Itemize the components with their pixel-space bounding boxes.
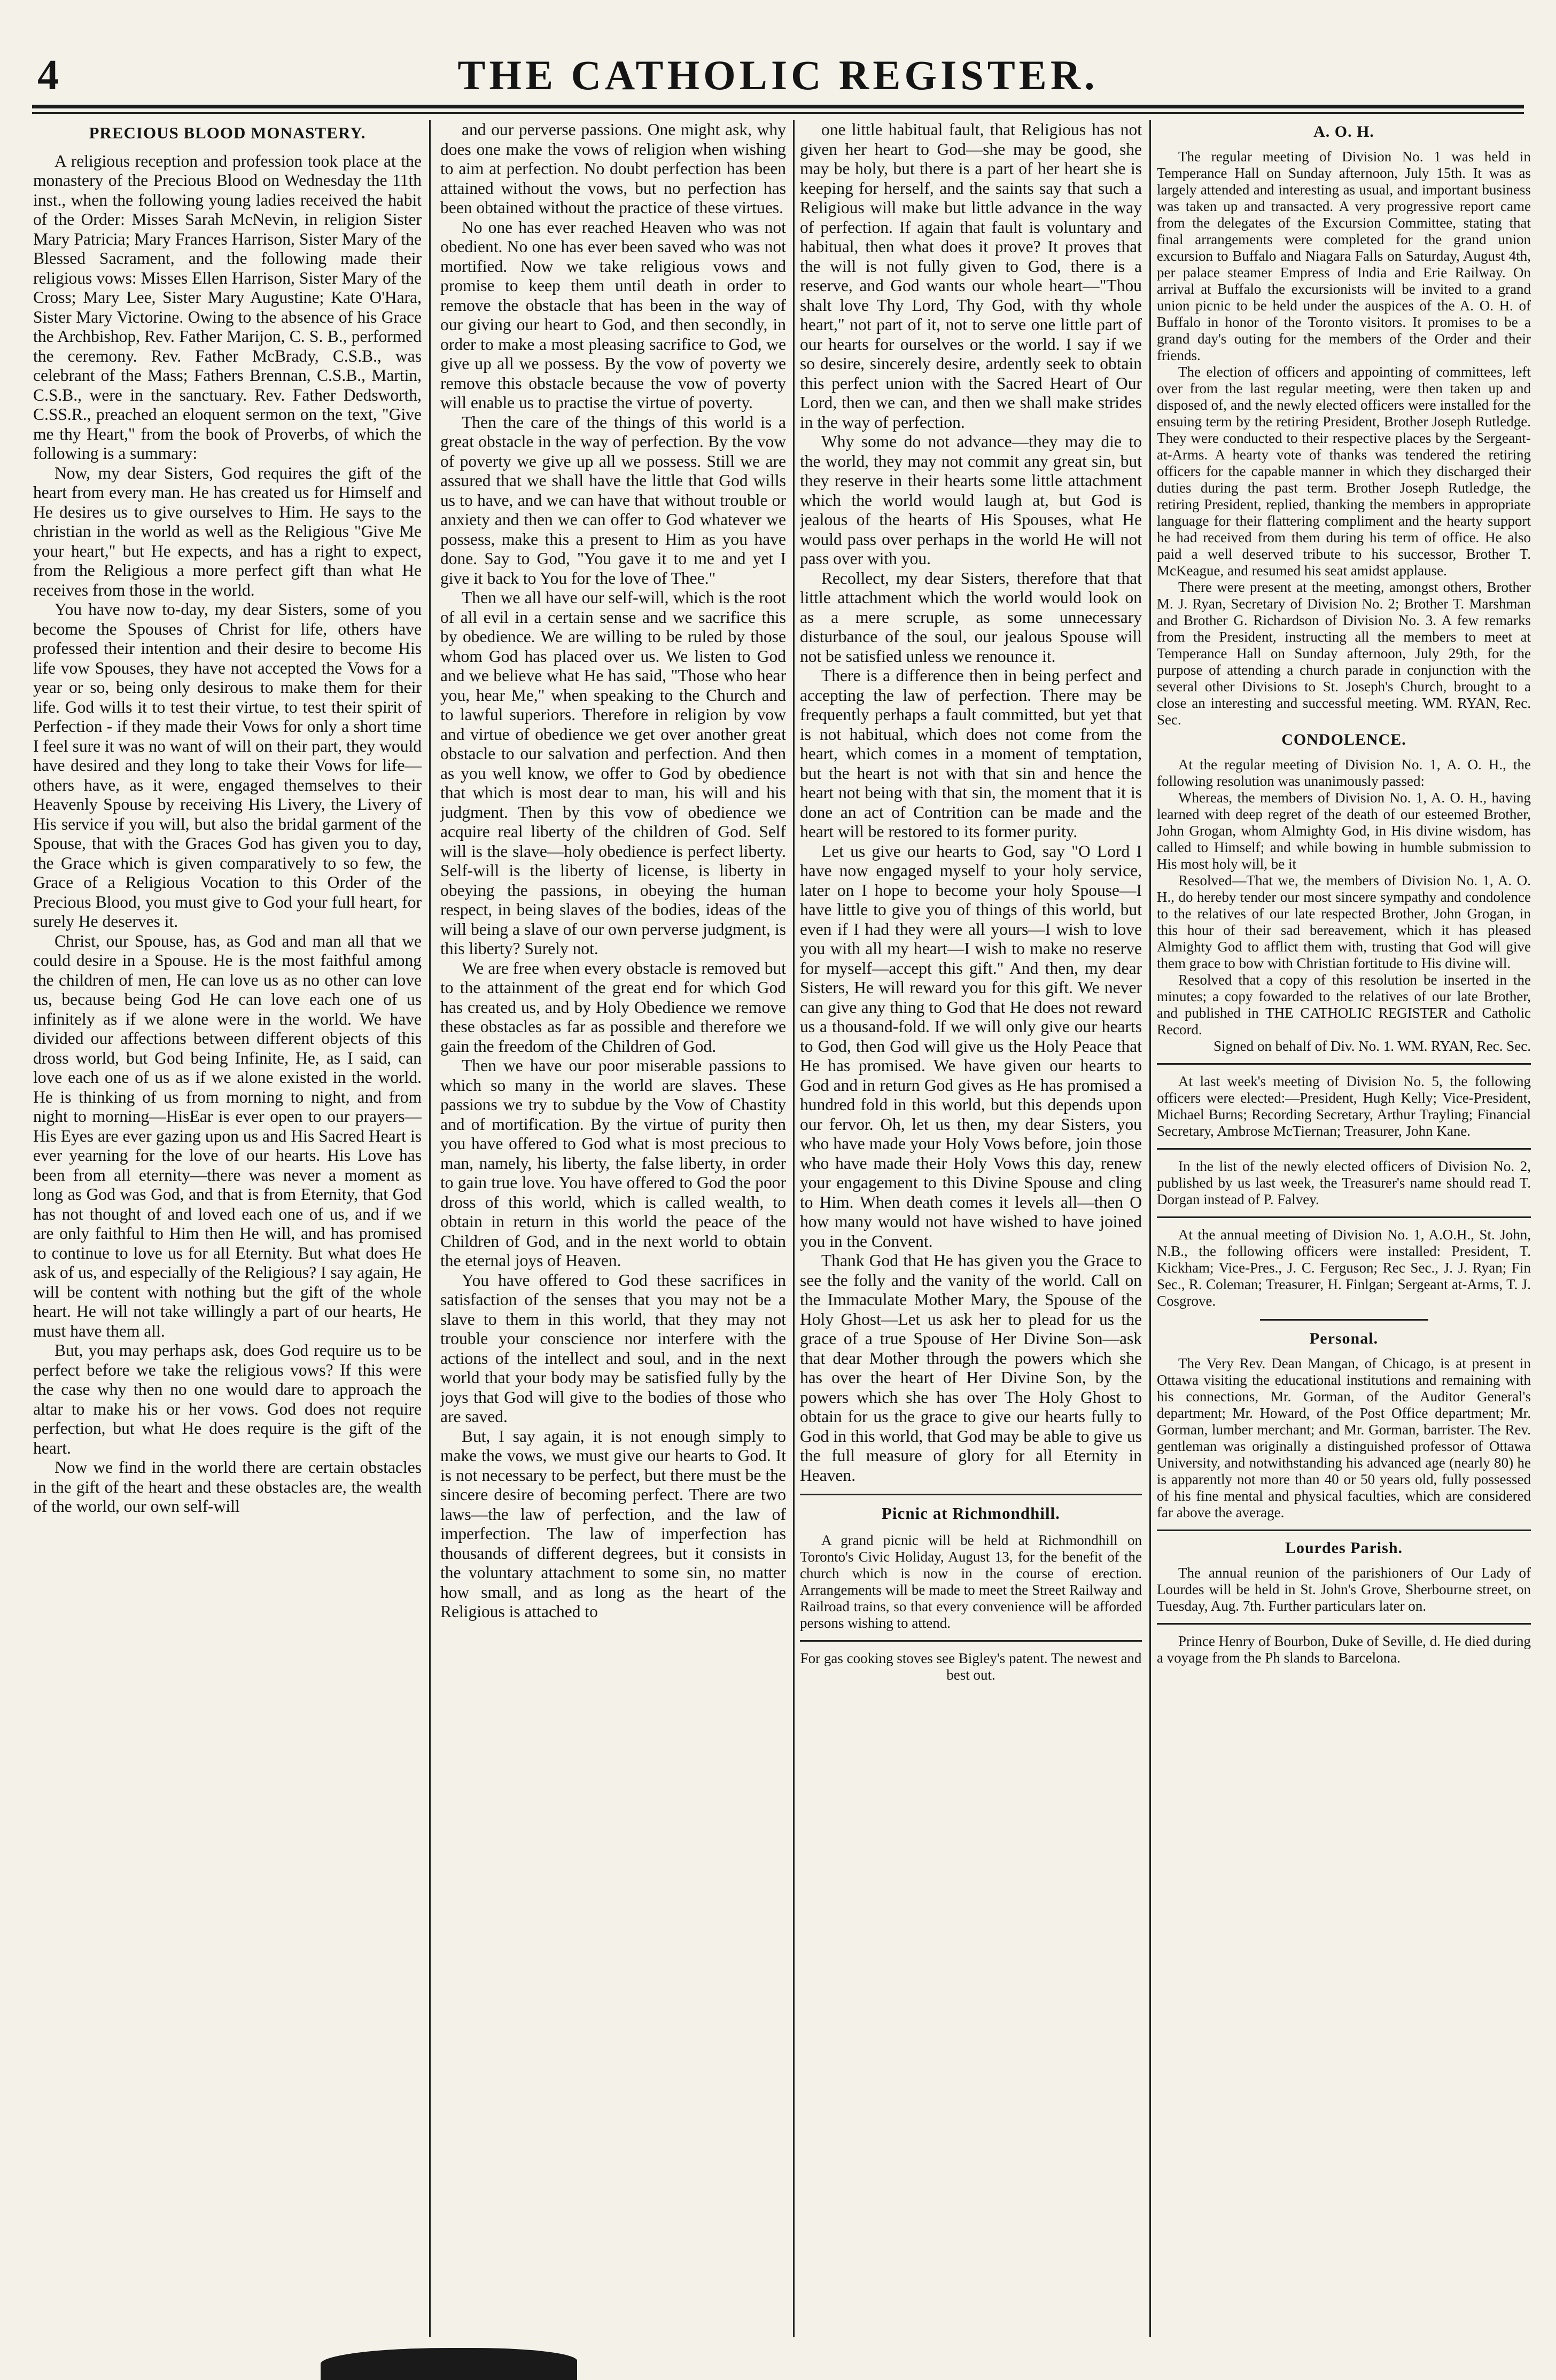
condolence-heading: CONDOLENCE. bbox=[1281, 731, 1406, 748]
section-divider bbox=[1157, 1530, 1531, 1531]
paragraph: Prince Henry of Bourbon, Duke of Seville, d. He died during a voyage from the Ph slands to Barcelona. bbox=[1157, 1633, 1531, 1666]
column-1 bbox=[33, 120, 422, 2337]
notice: At last week's meeting of Division No. 5, the following officers were elected:—President, Hugh Kelly; Vice-President, Michael Burns; Recording Secretary, Arthur Trayling; Financial Secretary, Ambrose McTiernan; Treasurer, John Kane. bbox=[1157, 1073, 1531, 1139]
condolence-signature: Signed on behalf of Div. No. 1. WM. RYAN, Rec. Sec. bbox=[1213, 1038, 1531, 1054]
column-rule bbox=[1149, 120, 1151, 2337]
masthead-rule bbox=[32, 105, 1524, 108]
section-divider bbox=[1157, 1216, 1531, 1218]
article-heading: PRECIOUS BLOOD MONASTERY. bbox=[89, 123, 366, 142]
paragraph: one little habitual fault, that Religious has not given her heart to God—she may be good, she may be holy, but there is a part of her heart she is keeping for herself, and the saints say that such a Religious will make but little advance in the way of perfection. If again that fault is voluntary and habitual, then what does it prove? It proves that the will is not fully given to God, there is a reserve, and God wants our whole heart—"Thou shalt love Thy Lord, Thy God, with thy whole heart," not part of it, not to serve one little part of our hearts for ourselves or the world. I say if we so desire, sincerely desire, ardently seek to obtain this perfect union with the Sacred Heart of Our Lord, then we can, and then we shall make strides in the way of perfection. bbox=[800, 120, 1142, 432]
section-divider bbox=[800, 1494, 1142, 1495]
picnic-notice: A grand picnic will be held at Richmondhill on Toronto's Civic Holiday, August 13, for the benefit of the church which is now in the course of erection. Arrangements will be made to meet the Street Railway and Railroad trains, so that every convenience will be afforded persons wishing to attend. bbox=[800, 1532, 1142, 1631]
masthead-rule-thin bbox=[32, 112, 1524, 114]
paragraph: But, you may perhaps ask, does God require us to be perfect before we take the religious vows? If this were the case why then no one would dare to approach the altar to make his or her vows. God does not require perfection, but what He does require is the gift of the heart. bbox=[33, 1341, 422, 1457]
stove-advertisement: For gas cooking stoves see Bigley's patent. The newest and best out. bbox=[800, 1650, 1142, 1683]
paragraph: and our perverse passions. One might ask, why does one make the vows of religion when wishing to aim at perfection. No doubt perfection has been attained without the vows, but no perfection has been obtained without the practice of these virtues. bbox=[440, 120, 786, 217]
paragraph: No one has ever reached Heaven who was not obedient. No one has ever been saved who was not mortified. Now we take religious vows and promise to keep them until death in order to remove the obstacle that has been in the way of our giving our heart to God, and then secondly, in order to make a most pleasing sacrifice to God, we give up all we possess. By the vow of poverty we remove this obstacle because the vow of poverty will enable us to practise the virtue of poverty. bbox=[440, 217, 786, 412]
paragraph: Now we find in the world there are certain obstacles in the gift of the heart and these obstacles are, the wealth of the world, our own self-will bbox=[33, 1458, 422, 1516]
paragraph: There is a difference then in being perfect and accepting the law of perfection. There may be frequently perhaps a fault committed, but yet that is not habitual, which does not come from the heart, which comes in a moment of temptation, but the heart is not with that sin and hence the heart not being with that sin, the moment that it is done an act of Contrition can be made and the heart will be restored to its former purity. bbox=[800, 666, 1142, 841]
column-2 bbox=[440, 120, 786, 2337]
paragraph: You have offered to God these sacrifices in satisfaction of the senses that you may not be a slave to them in this world, that they may not trouble your conscience nor interfere with the actions of the intellect and soul, and in the next world that your body may be satisfied fully by the joys that God will give to the bodies of those who are saved. bbox=[440, 1270, 786, 1426]
paragraph: Why some do not advance—they may die to the world, they may not commit any great sin, but they reserve in their hearts some little attachment which the world would laugh at, but God is jealous of the hearts of His Spouses, what He would pass over perhaps in the world He will not pass over with you. bbox=[800, 432, 1142, 568]
picnic-heading: Picnic at Richmondhill. bbox=[882, 1504, 1060, 1523]
paragraph: At the regular meeting of Division No. 1, A. O. H., the following resolution was unanimously passed: bbox=[1157, 756, 1531, 789]
paragraph: A religious reception and profession took place at the monastery of the Precious Blood on Wednesday the 11th inst., when the following young ladies received the habit of the Order: Misses Sarah McNevin, in religion Sister Mary Patricia; Mary Frances Harrison, Sister Mary of the Blessed Sacrament, and the following made their religious vows: Misses Ellen Harrison, Sister Mary of the Cross; Mary Lee, Sister Mary Augustine; Kate O'Hara, Sister Mary Victorine. Owing to the absence of his Grace the Archbishop, Rev. Father Marijon, C. S. B., performed the ceremony. Rev. Father McBrady, C.S.B., was celebrant of the Mass; Fathers Brennan, C.S.B., Martin, C.S.B., were in the sanctuary. Rev. Father Dedsworth, C.SS.R., preached an eloquent sermon on the text, "Give me thy Heart," from the book of Proverbs, of which the following is a summary: bbox=[33, 151, 422, 463]
lourdes-heading: Lourdes Parish. bbox=[1285, 1539, 1403, 1557]
paragraph: Whereas, the members of Division No. 1, A. O. H., having learned with deep regret of the death of our esteemed Brother, John Grogan, whom Almighty God, in His divine wisdom, has called to Himself; and while bowing in humble submission to His most holy will, be it bbox=[1157, 790, 1531, 872]
paragraph: We are free when every obstacle is removed but to the attainment of the great end for which God has created us, and by Holy Obedience we remove these obstacles as far as possible and therefore we gain the freedom of the Children of God. bbox=[440, 958, 786, 1056]
paragraph: Resolved that a copy of this resolution be inserted in the minutes; a copy fowarded to the relatives of our late Brother, and published in THE CATHOLIC REGISTER and Catholic Record. bbox=[1157, 972, 1531, 1037]
column-rule bbox=[429, 120, 431, 2337]
notice: At the annual meeting of Division No. 1, A.O.H., St. John, N.B., the following officers were installed: President, T. Kickham; Vice-Pres., J. C. Ferguson; Rec Sec., J. J. Ryan; Fin Sec., R. Coleman; Treasurer, H. Finlgan; Sergeant at-Arms, T. J. Cosgrove. bbox=[1157, 1227, 1531, 1309]
section-divider bbox=[1157, 1148, 1531, 1150]
paragraph: You have now to-day, my dear Sisters, some of you become the Spouses of Christ for life, others have professed their intention and their desire to become His life vow Spouses, they have not accepted the Vows for a year or so, being only desirous to make them for their life. God wills it to test their virtue, to test their spirit of Perfection - if they made their Vows for only a short time I feel sure it was no want of will on their part, they would have desired and they long to take their Vows for life—others have, as it were, engaged themselves to their Heavenly Spouse by receiving His Livery, the Livery of His service if you will, but also the bridal garment of the Spouse, that with the Graces God has given you to day, the Grace which is given comparatively to so few, the Grace of a Religious Vocation to this Order of the Precious Blood, you must give to God your full heart, for surely He deserves it. bbox=[33, 600, 422, 931]
section-divider bbox=[800, 1640, 1142, 1642]
personal-heading: Personal. bbox=[1309, 1330, 1379, 1347]
paragraph: The Very Rev. Dean Mangan, of Chicago, is at present in Ottawa visiting the educational institutions and remaining with his connections, Mr. Gorman, of the Auditor General's department; Mr. Howard, of the Post Office department; Mr. Gorman, lumber merchant; and Mr. Gorman, barrister. The Rev. gentleman was originally a distinguished professor of Ottawa University, and notwithstanding his advanced age (nearly 80) he is apparently not more than 40 or 50 years old, fully possessed of his fine mental and physical faculties, which are considered far above the average. bbox=[1157, 1355, 1531, 1520]
aoh-heading: A. O. H. bbox=[1313, 123, 1374, 141]
section-divider bbox=[1157, 1063, 1531, 1065]
column-rule bbox=[793, 120, 795, 2337]
section-divider bbox=[1157, 1623, 1531, 1625]
paragraph: But, I say again, it is not enough simply to make the vows, we must give our hearts to God. It is not necessary to be perfect, but there must be the sincere desire of becoming perfect. There are two laws—the law of perfection, and the law of imperfection. The law of imperfection has thousands of different degrees, but it consists in the voluntary attachment to some sin, no matter how small, and as long as the heart of the Religious is attached to bbox=[440, 1426, 786, 1621]
paragraph: Christ, our Spouse, has, as God and man all that we could desire in a Spouse. He is the most faithful among the children of men, He can love us as no other can love us, because being God He can love each one of us infinitely as if we alone were in the world. We have divided our affections between different objects of this dross world, but God being Infinite, He, as I said, can love each one of us as if we alone existed in the world. He is thinking of us from morning to night, and from night to morning—HisEar is ever open to our prayers—His Eyes are ever gazing upon us and His Sacred Heart is ever yearning for the love of our hearts. His Love has been from all eternity—there was never a moment as long as God was God, and that is from Eternity, that God has not thought of and loved each one of us, and if we are only faithful to Him then He will, and has promised to continue to love us for all Eternity. But what does He ask of us, and especially of the Religious? I say again, He will be content with nothing but the gift of the whole heart. He will not take willingly a part of our hearts, He must have them all. bbox=[33, 931, 422, 1340]
notice: In the list of the newly elected officers of Division No. 2, published by us last week, the Treasurer's name should read T. Dorgan instead of P. Falvey. bbox=[1157, 1158, 1531, 1207]
masthead bbox=[0, 51, 1556, 103]
column-4 bbox=[1157, 120, 1531, 2337]
paragraph: Let us give our hearts to God, say "O Lord I have now engaged myself to your holy service, later on I hope to become your holy Spouse—I have little to give you of things of this world, but even if I had they were all yours—I wish to love you with all my heart—I wish to make no reserve for myself—accept this gift." And then, my dear Sisters, He will reward you for this gift. We never can give any thing to God that He does not reward us a thousand-fold. If we will only give our hearts to God, then God will give us the Holy Peace that He has promised. We have given our hearts to God and in return God gives as He has promised a hundred fold in this world, but this depends upon our fervor. Oh, let us then, my dear Sisters, you who have made your Holy Vows before, join those who have made their Holy Vows this day, renew your engagement to this Divine Spouse and cling to Him. When death comes it levels all—then O how many would not have wished to have joined you in the Convent. bbox=[800, 841, 1142, 1251]
paragraph: The regular meeting of Division No. 1 was held in Temperance Hall on Sunday afternoon, July 15th. It was as largely attended and interesting as usual, and important business was taken up and transacted. A very progressive report came from the delegates of the Excursion Committee, stating that final arrangements were completed for the grand union excursion to Buffalo and Niagara Falls on Saturday, August 4th, per palace steamer Empress of India and Erie Railway. On arrival at Buffalo the excursionists will be invited to a grand union picnic to be held under the auspices of the A. O. H. of Buffalo in honor of the Toronto visitors. It promises to be a grand day's outing for the members of the Order and their friends. bbox=[1157, 149, 1531, 363]
paragraph: Then we have our poor miserable passions to which so many in the world are slaves. These passions we try to subdue by the Vow of Chastity and of mortification. By the virtue of purity then you have offered to God what is most precious to man, namely, his liberty, the false liberty, in order to gain true love. You have offered to God the poor dross of this world, which is called wealth, to obtain in return in this world the peace of the Children of God, and in the next world to obtain the eternal joys of Heaven. bbox=[440, 1056, 786, 1270]
paragraph: Recollect, my dear Sisters, therefore that that little attachment which the world would look on as a mere scruple, as some unnecessary disturbance of the soul, our jealous Spouse will not be satisfied unless we renounce it. bbox=[800, 568, 1142, 666]
column-3 bbox=[800, 120, 1142, 2337]
paragraph: Then we all have our self-will, which is the root of all evil in a certain sense and we sacrifice this by obedience. We are willing to be ruled by those whom God has placed over us. We listen to God and we believe what He has said, "Those who hear you, hear Me," when speaking to the Church and to lawful superiors. Therefore in religion by vow and virtue of obedience we get over another great obstacle to our salvation and perfection. And then as you well know, we offer to God by obedience that which is most dear to man, his will and his judgment. Then by this vow of obedience we acquire real liberty of the children of God. Self will is the slave—holy obedience is perfect liberty. Self-will is the liberty of license, is liberty in obeying the passions, in obeying the human respect, in being slaves of the bodies, ideas of the will being a slave of our own perverse judgment, is this liberty? Surely not. bbox=[440, 588, 786, 958]
paragraph: Resolved—That we, the members of Division No. 1, A. O. H., do hereby tender our most sincere sympathy and condolence to the relatives of our late respected Brother, John Grogan, in this hour of their sad bereavement, which it has pleased Almighty God to afflict them with, trusting that God will give them grace to bow with Christian fortitude to His divine will. bbox=[1157, 872, 1531, 971]
ornament-divider bbox=[1260, 1319, 1428, 1321]
paragraph: The election of officers and appointing of committees, left over from the last regular meeting, were then taken up and disposed of, and the newly elected officers were installed for the ensuing term by the retiring President, Brother Joseph Rutledge. They were conducted to their respective places by the Sergeant-at-Arms. A hearty vote of thanks was tendered the retiring officers for the capable manner in which they discharged their duties during the past term. Brother Joseph Rutledge, the retiring President, replied, thanking the members in appropriate language for their flattering compliment and the hearty support he had received from them during his term of office. He also paid a well deserved tribute to his successor, Brother T. McKeague, and resumed his seat amidst applause. bbox=[1157, 364, 1531, 579]
paragraph: Now, my dear Sisters, God requires the gift of the heart from every man. He has created us for Himself and He desires us to give ourselves to Him. He says to the christian in the world as well as the Religious "Give Me your heart," but He expects, and has a right to expect, from the Religious a more perfect gift than what He receives from those in the world. bbox=[33, 463, 422, 599]
paragraph: Then the care of the things of this world is a great obstacle in the way of perfection. By the vow of poverty we give up all we possess. Still we are assured that we shall have the little that God wills us to have, and we can have that without trouble or anxiety and then we can offer to God whatever we possess, make this a present to Him as you have done. Say to God, "You gave it to me and yet I give it back to You for the love of Thee." bbox=[440, 412, 786, 588]
paragraph: Thank God that He has given you the Grace to see the folly and the vanity of the world. Call on the Immaculate Mother Mary, the Spouse of the Holy Ghost—Let us ask her to plead for us the grace of a true Spouse of Her Divine Son—ask that dear Mother through the powers which she has over the heart of Her Divine Son, by the powers which she has over The Holy Ghost to obtain for us the grace to give our hearts fully to God in this world, that God may be able to give us the full measure of glory for all Eternity in Heaven. bbox=[800, 1251, 1142, 1485]
paragraph: The annual reunion of the parishioners of Our Lady of Lourdes will be held in St. John's Grove, Sherbourne street, on Tuesday, Aug. 7th. Further particulars later on. bbox=[1157, 1565, 1531, 1614]
paragraph: There were present at the meeting, amongst others, Brother M. J. Ryan, Secretary of Division No. 2; Brother T. Marshman and Brother G. Richardson of Division No. 3. A few remarks from the President, instructing all the members to meet at Temperance Hall on Sunday afternoon, July 29th, for the purpose of attending a church parade in conjunction with the several other Divisions to St. Joseph's Church, brought to a close an interesting and successful meeting. WM. RYAN, Rec. Sec. bbox=[1157, 579, 1531, 728]
page-number: 4 bbox=[37, 52, 59, 99]
newspaper-title: THE CATHOLIC REGISTER. bbox=[457, 52, 1099, 98]
ink-blot bbox=[321, 2348, 577, 2380]
